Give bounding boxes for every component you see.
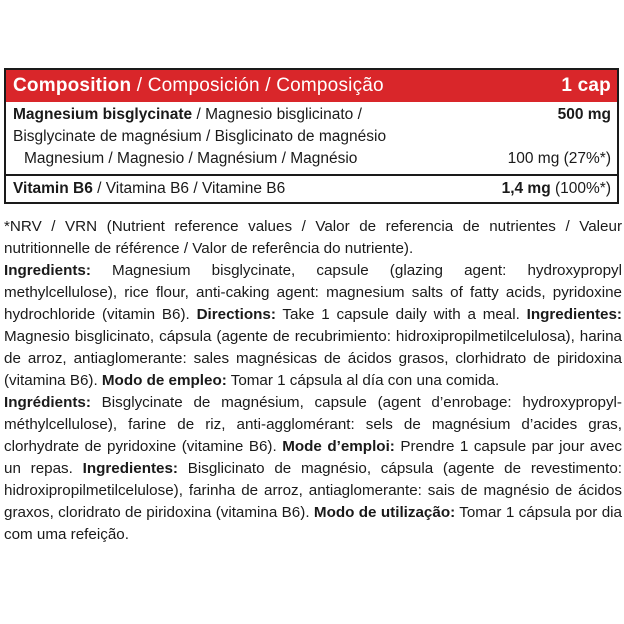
table-header: [6, 70, 617, 102]
ingredients-paragraph-fr-pt: Ingrédients: Bisglycinate de magnésium, capsule (agent d’enrobage: hydroxypropyl-méthylcellulose), farine de riz, anti-agglomérant: sels de magnésium d’acides gras, clorhydrate de pyridoxine (vitamine B6). Mode d’emploi: Prendre 1 capsule par jour avec un repas. Ingredientes: Bisglicinato de magnésio, cápsula (agente de revestimento: hidroxipropilmetilcelulose), farinha de arroz, antiaglomerante: sais de magnésio de ácidos graxos, cloridrato de piridoxina (vitamina B6). Modo de utilização: Tomar 1 cápsula por dia com uma refeição.: [4, 394, 623, 543]
nrv-footnote: *NRV / VRN (Nutrient reference values / Valor de referencia de nutrientes / Valeur nutritionnelle de référence / Valor de referência do nutriente).: [4, 218, 622, 257]
ingredient-name: Magnesium / Magnesio / Magnésium / Magnésio: [24, 150, 358, 167]
composition-table: [4, 68, 619, 204]
table-title: Composition / Composición / Composição: [13, 75, 384, 96]
ingredient-name: Magnesium bisglycinate / Magnesio bisglicinato / Bisglycinate de magnésium / Bisglicinato de magnésio: [13, 106, 387, 145]
table-row-magnesium-bisglycinate: [6, 102, 617, 148]
ingredient-amount: 100 mg (27%*): [507, 150, 611, 167]
ingredient-amount: 500 mg: [557, 106, 611, 123]
table-row-magnesium: [6, 148, 617, 176]
ingredient-amount: 1,4 mg (100%*): [501, 180, 611, 197]
ingredients-paragraph: Ingredients: Magnesium bisglycinate, capsule (glazing agent: hydroxypropyl methylcellulose), rice flour, anti-caking agent: magnesium salts of fatty acids, pyridoxine hydrochloride (vitamin B6). Directions: Take 1 capsule daily with a meal. Ingredientes: Magnesio bisglicinato, cápsula (agente de recubrimiento: hidroxipropilmetilcelulosa), harina de arroz, antiaglomerante: sales magnésicas de ácidos grasos, clorhidrato de piridoxina (vitamina B6). Modo de empleo: Tomar 1 cápsula al día con una comida.: [4, 262, 622, 389]
label-text: [4, 216, 622, 546]
serving-size: 1 cap: [561, 75, 611, 96]
ingredient-name: Vitamin B6 / Vitamina B6 / Vitamine B6: [13, 180, 286, 197]
table-row-vitamin-b6: [6, 176, 617, 202]
